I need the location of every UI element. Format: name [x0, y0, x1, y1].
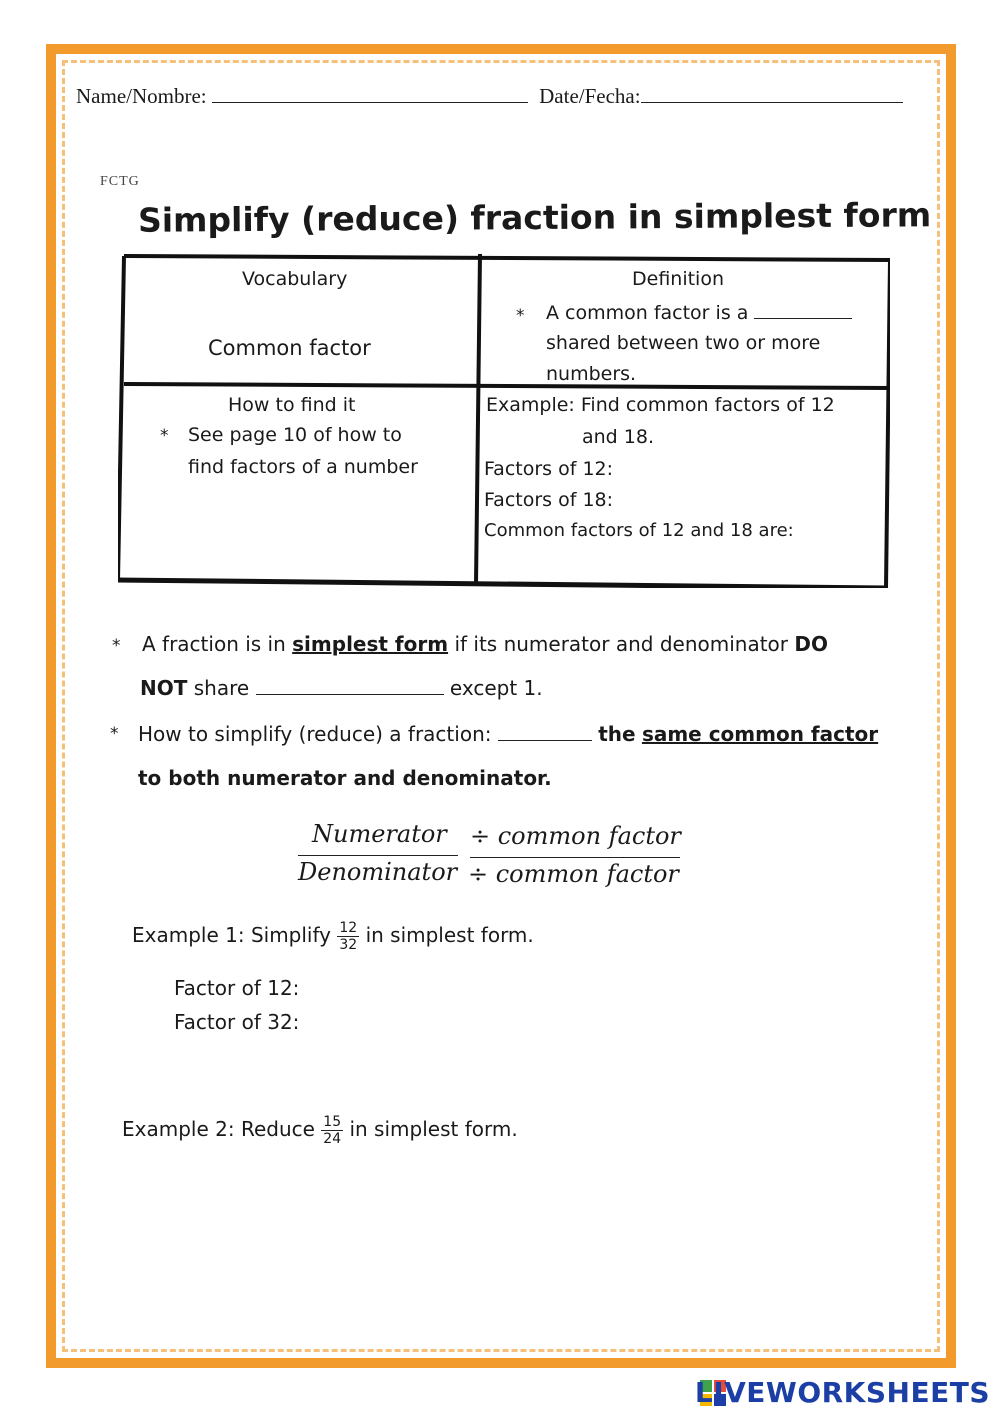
liveworksheets-brand[interactable]: LIVEWORKSHEETS — [694, 1376, 990, 1409]
how-line2: find factors of a number — [188, 456, 418, 478]
formula-top-divisor: ÷ common factor — [470, 822, 681, 850]
example-2-fraction: $\frac{15}{24}$ — [323, 1114, 342, 1147]
page-title: Simplify (reduce) fraction in simplest form — [137, 195, 932, 240]
bullet-icon: * — [160, 426, 169, 446]
bullet-icon: * — [516, 306, 525, 326]
definition-blank[interactable] — [754, 318, 852, 319]
example-line1: Example: Find common factors of 12 — [486, 394, 835, 416]
date-label: Date/Fecha: — [539, 84, 641, 108]
example-line2: and 18. — [582, 426, 655, 448]
page-border — [46, 44, 956, 1368]
formula-bottom-divisor: ÷ common factor — [468, 860, 679, 888]
formula-denominator: Denominator — [298, 858, 458, 886]
vocabulary-table — [118, 252, 890, 588]
factors-of-12: Factors of 12: — [484, 458, 614, 480]
how-to-simplify-line2: to both numerator and denominator. — [138, 766, 552, 790]
header-row — [76, 84, 903, 109]
example-1-factor-12: Factor of 12: — [174, 976, 300, 1000]
factors-of-18: Factors of 18: — [484, 489, 614, 511]
simplest-form-term: simplest form — [292, 632, 449, 656]
how-header: How to find it — [228, 394, 356, 416]
name-label: Name/Nombre: — [76, 84, 207, 108]
definition-line2: shared between two or more — [546, 332, 821, 354]
operation-blank[interactable] — [498, 740, 592, 741]
bullet-icon: * — [110, 724, 119, 744]
common-factors-12-18: Common factors of 12 and 18 are: — [484, 520, 794, 541]
same-common-factor-term: same common factor — [641, 722, 879, 746]
name-blank[interactable] — [212, 102, 528, 103]
example-1: Example 1: Simplify $\frac{12}{32}$ in simplest form. — [132, 920, 534, 953]
example-1-fraction: $\frac{12}{32}$ — [339, 920, 358, 953]
simplest-form-sentence: A fraction is in simplest form if its numerator and denominator DO — [142, 632, 828, 656]
example-1-factor-32: Factor of 32: — [174, 1010, 300, 1034]
definition-line3: numbers. — [546, 363, 637, 383]
simplest-form-line2: NOT share except 1. — [140, 676, 543, 700]
formula-divisor-bar — [470, 857, 680, 858]
example-2: Example 2: Reduce $\frac{15}{24}$ in simplest form. — [122, 1114, 518, 1147]
vocabulary-header: Vocabulary — [242, 268, 348, 290]
bullet-icon: * — [112, 636, 121, 656]
how-line1: See page 10 of how to — [188, 424, 402, 446]
small-logo: FCTG — [100, 174, 140, 189]
definition-line1: A common factor is a — [546, 302, 852, 324]
definition-header: Definition — [632, 268, 725, 290]
share-blank[interactable] — [256, 694, 444, 695]
vocabulary-term: Common factor — [208, 336, 371, 360]
date-blank[interactable] — [641, 102, 903, 103]
formula-fraction-bar — [298, 855, 458, 856]
formula-numerator: Numerator — [312, 820, 447, 848]
how-to-simplify-sentence: How to simplify (reduce) a fraction: the same common factor — [138, 722, 879, 746]
